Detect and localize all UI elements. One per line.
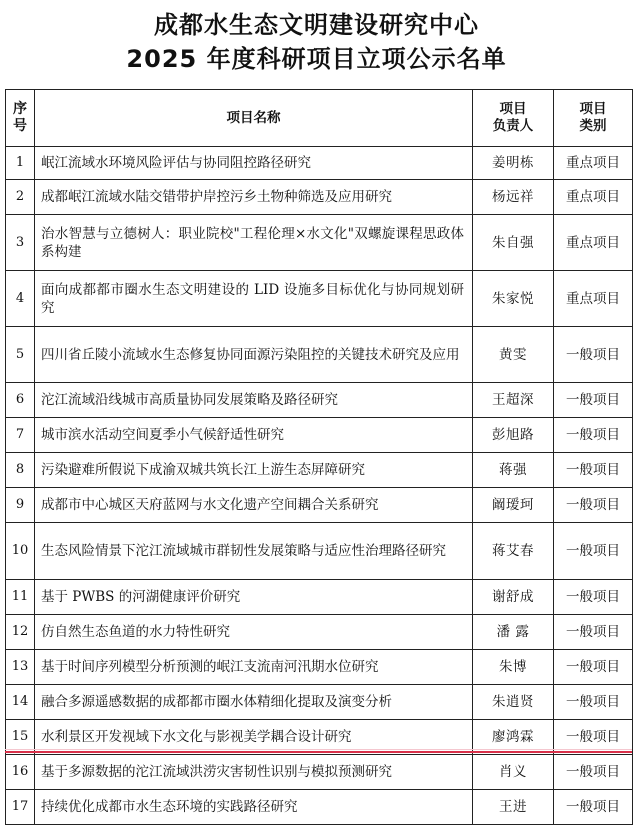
serial-number-cell: 13 xyxy=(6,650,35,685)
project-name-cell: 基于 PWBS 的河湖健康评价研究 xyxy=(35,580,473,615)
project-type-cell: 一般项目 xyxy=(554,720,633,755)
table-row xyxy=(6,488,633,523)
project-type-cell: 重点项目 xyxy=(554,147,633,180)
project-leader-cell: 朱自强 xyxy=(473,215,554,271)
project-type-cell: 一般项目 xyxy=(554,418,633,453)
table-row xyxy=(6,215,633,271)
serial-number-cell: 5 xyxy=(6,327,35,383)
project-leader-cell: 黄雯 xyxy=(473,327,554,383)
table-row xyxy=(6,523,633,580)
serial-number-cell: 10 xyxy=(6,523,35,580)
project-leader-cell: 朱逍贤 xyxy=(473,685,554,720)
project-type-cell: 一般项目 xyxy=(554,327,633,383)
project-name-cell: 成都岷江流域水陆交错带护岸控污乡土物种筛选及应用研究 xyxy=(35,180,473,215)
project-leader-cell: 廖鸿霖 xyxy=(473,720,554,755)
project-type-cell: 一般项目 xyxy=(554,755,633,790)
header-project-leader: 项目 负责人 xyxy=(473,90,554,147)
table-row xyxy=(6,271,633,327)
project-type-cell: 一般项目 xyxy=(554,488,633,523)
serial-number-cell: 1 xyxy=(6,147,35,180)
table-header-row xyxy=(6,90,633,147)
serial-number-cell: 15 xyxy=(6,720,35,755)
project-leader-cell: 杨远祥 xyxy=(473,180,554,215)
project-name-cell: 城市滨水活动空间夏季小气候舒适性研究 xyxy=(35,418,473,453)
document-title-line-2: 2025 年度科研项目立项公示名单 xyxy=(126,45,507,73)
serial-number-cell: 9 xyxy=(6,488,35,523)
project-type-cell: 重点项目 xyxy=(554,180,633,215)
project-type-cell: 一般项目 xyxy=(554,650,633,685)
project-name-cell: 治水智慧与立德树人：职业院校"工程伦理×水文化"双螺旋课程思政体系构建 xyxy=(35,215,473,271)
serial-number-cell: 17 xyxy=(6,790,35,825)
project-leader-cell: 肖义 xyxy=(473,755,554,790)
project-type-cell: 一般项目 xyxy=(554,580,633,615)
project-list-table xyxy=(5,89,633,825)
header-project-name: 项目名称 xyxy=(35,90,473,147)
project-leader-cell: 蒋强 xyxy=(473,453,554,488)
project-name-cell: 沱江流域沿线城市高质量协同发展策略及路径研究 xyxy=(35,383,473,418)
project-leader-cell: 潘 露 xyxy=(473,615,554,650)
serial-number-cell: 11 xyxy=(6,580,35,615)
table-row xyxy=(6,147,633,180)
header-project-type: 项目 类别 xyxy=(554,90,633,147)
project-name-cell: 水利景区开发视域下水文化与影视美学耦合设计研究 xyxy=(35,720,473,755)
project-type-cell: 一般项目 xyxy=(554,790,633,825)
table-row xyxy=(6,180,633,215)
project-name-cell: 持续优化成都市水生态环境的实践路径研究 xyxy=(35,790,473,825)
table-row xyxy=(6,453,633,488)
project-name-cell: 基于多源数据的沱江流域洪涝灾害韧性识别与模拟预测研究 xyxy=(35,755,473,790)
project-name-cell: 岷江流域水环境风险评估与协同阻控路径研究 xyxy=(35,147,473,180)
project-name-cell: 基于时间序列模型分析预测的岷江支流南河汛期水位研究 xyxy=(35,650,473,685)
document-title-line-1: 成都水生态文明建设研究中心 xyxy=(154,11,479,39)
project-leader-cell: 阚瑷珂 xyxy=(473,488,554,523)
serial-number-cell: 12 xyxy=(6,615,35,650)
project-leader-cell: 朱博 xyxy=(473,650,554,685)
serial-number-cell: 6 xyxy=(6,383,35,418)
table-row xyxy=(6,327,633,383)
project-name-cell: 生态风险情景下沱江流域城市群韧性发展策略与适应性治理路径研究 xyxy=(35,523,473,580)
project-type-cell: 一般项目 xyxy=(554,383,633,418)
table-row xyxy=(6,580,633,615)
project-name-cell: 成都市中心城区天府蓝网与水文化遗产空间耦合关系研究 xyxy=(35,488,473,523)
project-leader-cell: 彭旭路 xyxy=(473,418,554,453)
table-row xyxy=(6,418,633,453)
table-row xyxy=(6,755,633,790)
project-leader-cell: 王进 xyxy=(473,790,554,825)
project-type-cell: 一般项目 xyxy=(554,523,633,580)
project-name-cell: 污染避难所假说下成渝双城共筑长江上游生态屏障研究 xyxy=(35,453,473,488)
table-row xyxy=(6,615,633,650)
project-type-cell: 一般项目 xyxy=(554,615,633,650)
red-separator-line xyxy=(5,751,632,753)
serial-number-cell: 4 xyxy=(6,271,35,327)
table-row xyxy=(6,790,633,825)
project-leader-cell: 姜明栋 xyxy=(473,147,554,180)
table-row xyxy=(6,685,633,720)
project-name-cell: 面向成都都市圈水生态文明建设的 LID 设施多目标优化与协同规划研究 xyxy=(35,271,473,327)
serial-number-cell: 3 xyxy=(6,215,35,271)
project-name-cell: 仿自然生态鱼道的水力特性研究 xyxy=(35,615,473,650)
table-row xyxy=(6,650,633,685)
serial-number-cell: 14 xyxy=(6,685,35,720)
project-leader-cell: 谢舒成 xyxy=(473,580,554,615)
table-row xyxy=(6,383,633,418)
project-type-cell: 重点项目 xyxy=(554,215,633,271)
serial-number-cell: 7 xyxy=(6,418,35,453)
project-type-cell: 一般项目 xyxy=(554,685,633,720)
serial-number-cell: 16 xyxy=(6,755,35,790)
project-leader-cell: 朱家悦 xyxy=(473,271,554,327)
project-name-cell: 四川省丘陵小流域水生态修复协同面源污染阻控的关键技术研究及应用 xyxy=(35,327,473,383)
serial-number-cell: 2 xyxy=(6,180,35,215)
project-name-cell: 融合多源遥感数据的成都都市圈水体精细化提取及演变分析 xyxy=(35,685,473,720)
project-type-cell: 一般项目 xyxy=(554,453,633,488)
header-serial-number: 序 号 xyxy=(6,90,35,147)
serial-number-cell: 8 xyxy=(6,453,35,488)
separator-shadow-line xyxy=(5,749,632,750)
project-leader-cell: 蒋艾春 xyxy=(473,523,554,580)
project-type-cell: 重点项目 xyxy=(554,271,633,327)
project-leader-cell: 王超深 xyxy=(473,383,554,418)
